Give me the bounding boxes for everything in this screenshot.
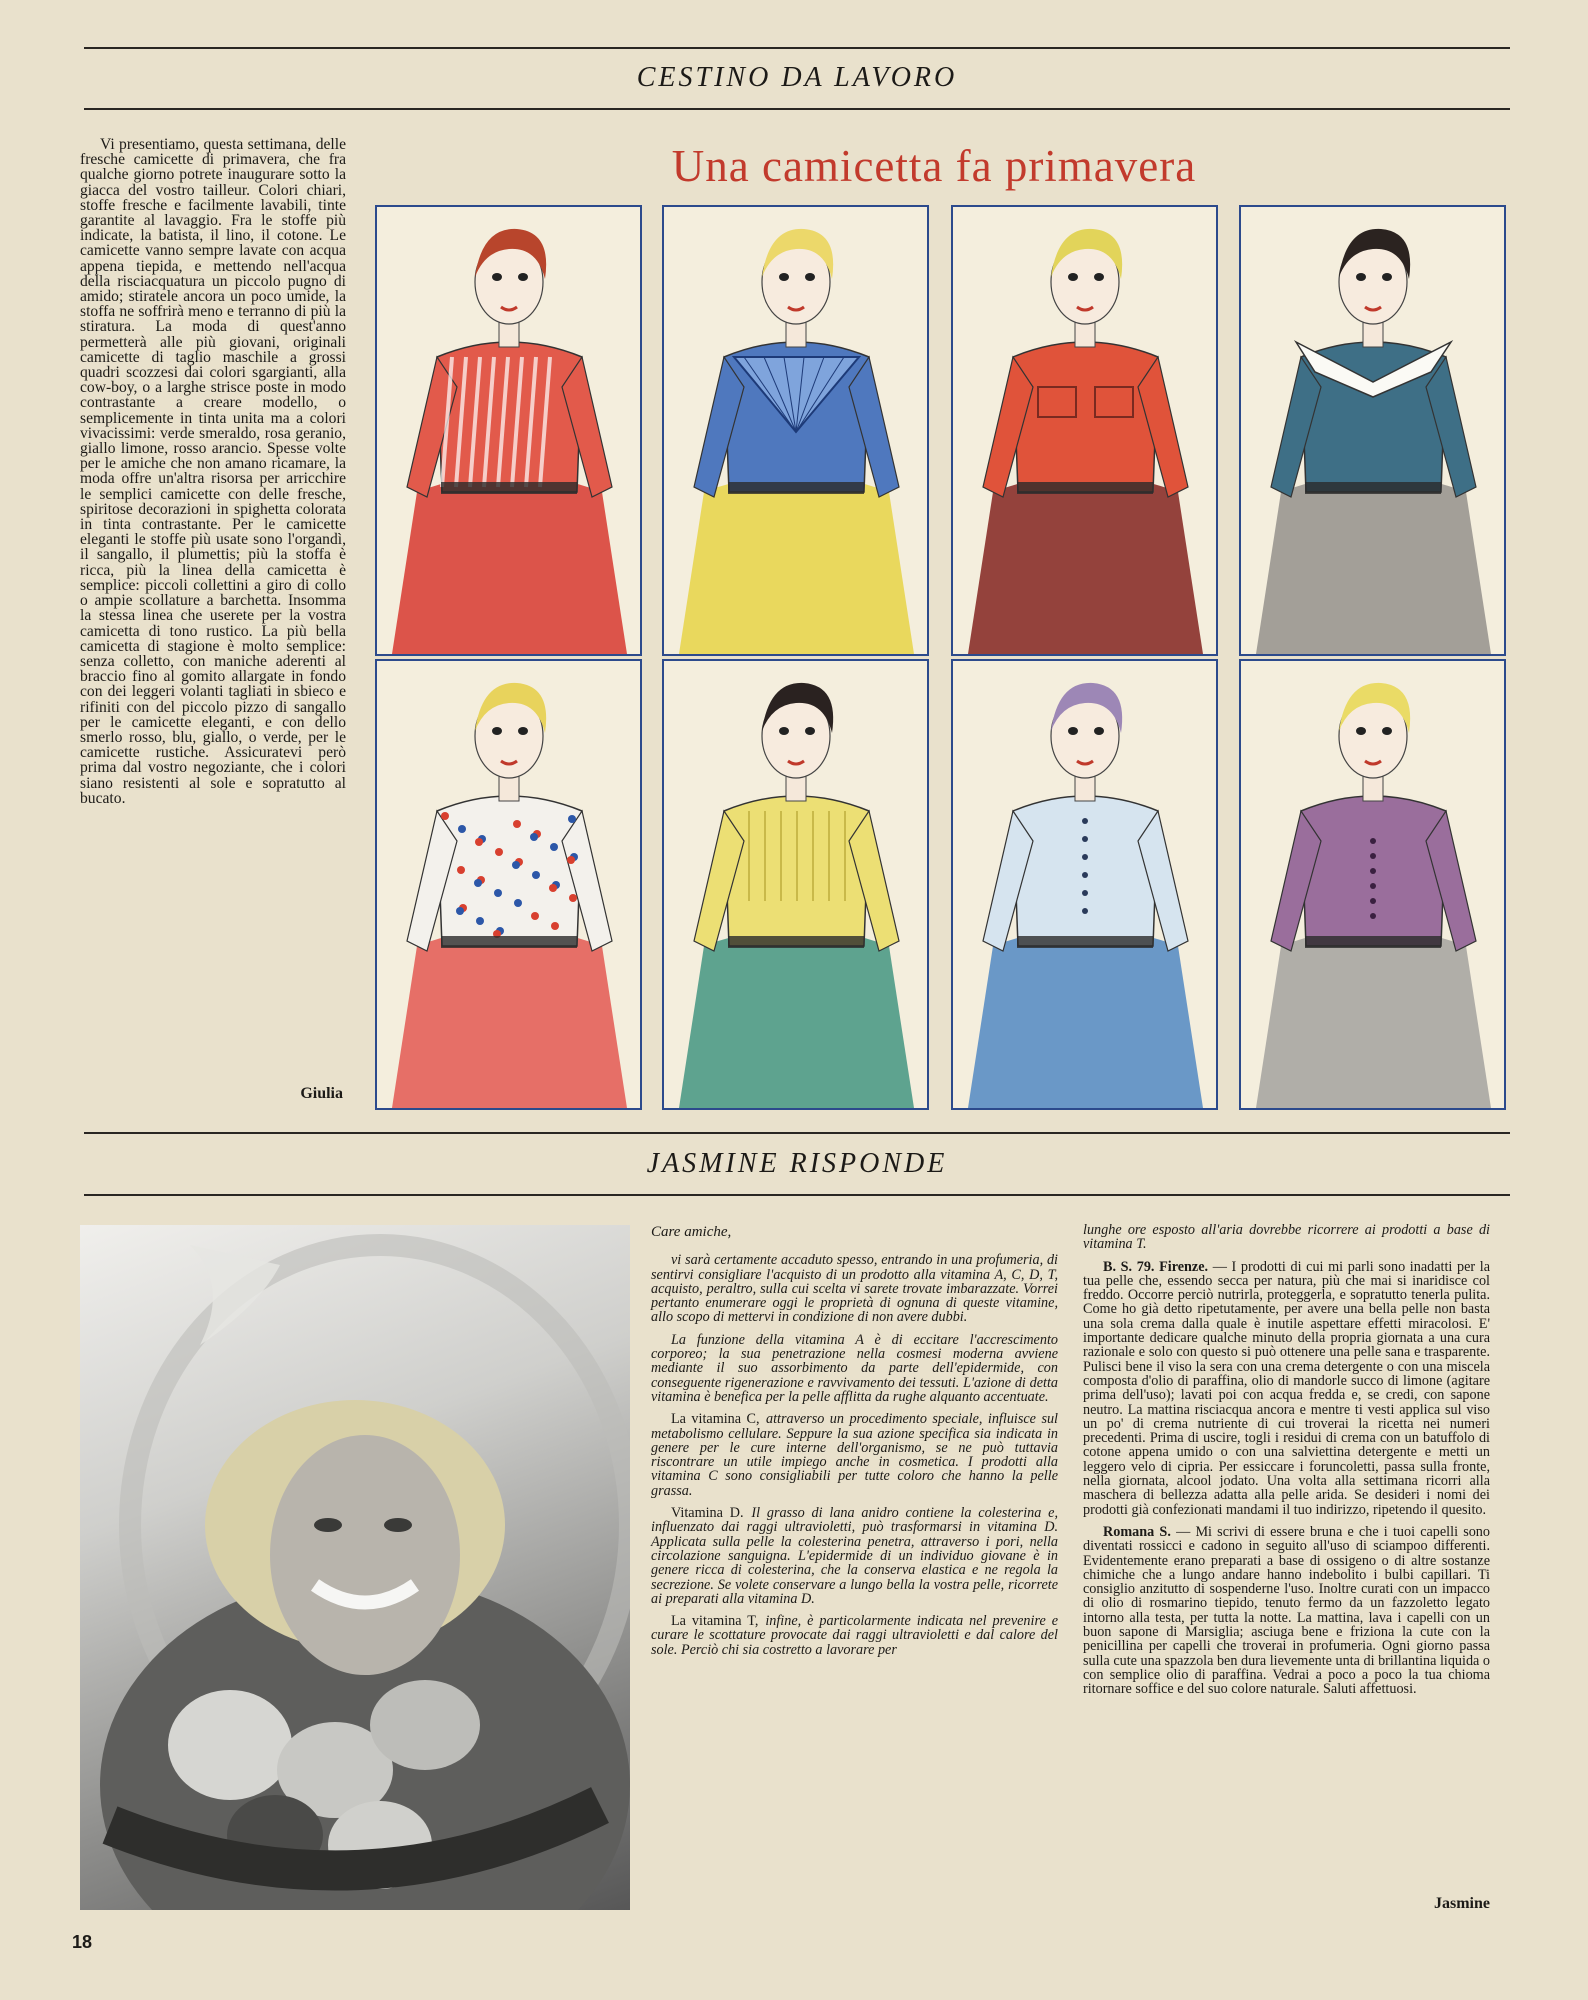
illustration-panel <box>375 205 642 656</box>
article-headline: Una camicetta fa primavera <box>671 141 1197 191</box>
vitamin-t-lead: La vitamina T, <box>671 1613 759 1630</box>
reply-tag-firenze: B. S. 79. Firenze. <box>1103 1258 1209 1275</box>
jasmine-column-right <box>1083 1223 1490 1705</box>
article-signature: Giulia <box>300 1085 343 1102</box>
jasmine-signature: Jasmine <box>1434 1895 1490 1912</box>
reply-tag-romana: Romana S. <box>1103 1523 1171 1540</box>
middle-rule <box>84 1132 1510 1134</box>
paragraph-intro: vi sarà certamente accaduto spesso, entrando in una profumeria, di sentirvi consigliare l'acquisto di un prodotto alla vitamina A, C, D, T, acquisto, peraltro, sulla cui scelta vi sarete trovate imbarazzate. Vorrei pertanto enumerare oggi le proprietà di ognuna di queste vitamine, allo scopo di mettervi in condizione di non avere dubbi. <box>651 1252 1058 1326</box>
paragraph-vitamin-t: infine, è particolarmente indicata nel prevenire e curare le scottature provocate dai raggi ultravioletti e dal calore del sole. Perciò chi sia costretto a lavorare per <box>651 1613 1058 1658</box>
illustration-panel <box>1239 659 1506 1110</box>
illustration-panel <box>951 659 1218 1110</box>
vitamin-d-lead: Vitamina D. <box>671 1505 744 1522</box>
section-title-cestino: CESTINO DA LAVORO <box>636 62 958 93</box>
paragraph-vitamin-t-cont: lunghe ore esposto all'aria dovrebbe ricorrere ai prodotti a base di vitamina T. <box>1083 1222 1490 1253</box>
section-title-jasmine: JASMINE RISPONDE <box>646 1148 948 1179</box>
reply-romana: — Mi scrivi di essere bruna e che i tuoi capelli sono diventati rossicci e cadono in seguito all'uso di sciampoo differenti. Evidentemente erano preparati a base di ossigeno o di altre sostanze chimiche che a lungo andare hanno indebolito i bulbi capillari. Ti consiglio anzitutto di sospenderne l'uso. Inoltre curati con un impacco di olio di rosmarino tiepido, tenuto fermo da un fazzoletto legato intorno alla testa, per tutta la notte. La mattina, lava i capelli con un buon sapone di Marsiglia; asciuga bene e frizionа la cute con la penicillina per capelli che troverai in profumeria. Ogni giorno passa sulla cute una spazzola ben dura lievemente unta di brillantina liquida o con semplice olio di paraffina. Vedrai a poco a poco la tua chioma ritornare soffice e del suo colore naturale. Saluti affettuosi. <box>1083 1523 1490 1698</box>
illustration-panel <box>662 659 929 1110</box>
greeting: Care amiche, <box>651 1224 732 1240</box>
vitamin-c-lead: La vitamina C, <box>671 1411 760 1428</box>
reply-firenze: — I prodotti di cui mi parli sono inadatti per la tua pelle che, essendo secca per natura, più che mai si inaridisce col freddo. Occorre perciò nutrirla, proteggerla, e sopratutto tenerla pulita. Come ho già detto ripetutamente, per avere una bella pelle non basta una sola crema dalla quale è inutile aspettare effetti miracolosi. E' importante dedicare qualche minuto della propria giornata a una cura razionale e solo con questo si può ottenere una pelle sana e trasparente. Pulisci bene il viso la sera con una crema detergente o con una miscela composta d'olio di paraffina, olio di mandorle succo di limone (agitare prima dell'uso); lavati poi con acqua fredda e, se credi, con sapone neutro. La mattina risciacqua ancora e mentre ti vesti applica sul viso un po' di crema nutriente di cui troverai la ricetta nei numeri precedenti. Prima di uscire, togli i residui di crema con un batuffolo di cotone appena umido o con una salviettina detergente e metti un leggero velo di cipria. Per essiccare i foruncoletti, passa sulla fronte, nella giornata, alcool jodato. Una volta alla settimana ricorri alla maschera di bellezza adatta alla pelle arida. Se desideri i nomi dei prodotti già confezionati mandami il tuo indirizzo, ripetendo il quesito. <box>1083 1258 1490 1518</box>
middle-rule-bottom <box>84 1194 1510 1196</box>
article-paragraph: Vi presentiamo, questa settimana, delle fresche camicette di primavera, che fra qualche giorno potrete inaugurare sotto la giacca del vostro tailleur. Colori chiari, stoffe fresche e facilmente lavabili, tinte garantite al lavaggio. Fra le stoffe più indicate, la batista, il lino, il cotone. Le camicette vanno sempre lavate con acqua appena tiepida, e mettendo nell'acqua della risciacquatura un piccolo pugno di amido; stiratele ancora un poco umide, la stoffa ne soffrirà meno e terranno di più la stiratura. La moda di quest'anno permetterà alle più giovani, originali camicette di taglio maschile a grossi quadri scozzesi dai colori sgargianti, alla cow-boy, o a larghe strisce poste in modo contrastante a creare modello, o semplicemente in tinta unita ma a colori vivacissimi: verde smeraldo, rosa geranio, giallo limone, rosso arancio. Spesse volte per le amiche che non amano ricamare, la moda offre un'altra risorsa per arricchire le semplici camicette con delle fresche, spiritose decorazioni in spighetta colorata in tinta contrastante. Per le camicette eleganti le stoffe più usate sono l'organdì, il sangallo, il plumettis; più la stoffa è ricca, più la linea della camicetta è semplice: piccoli collettini a giro di collo o ampie scollature a barchetta. Insomma la stessa linea che userete per la vostra camicetta di tono rustico. La più bella camicetta di stagione è molto semplice: senza colletto, con maniche aderenti al braccio fino al gomito allargate in fondo con dei leggeri volanti tagliati in sbieco e rifiniti con del piccolo pizzo di sangallo per le camicette eleganti, e con dello smerlo rosso, blu, giallo, o verde, per le camicette rustiche. Assicuratevi però prima dal vostro negoziante, che i colori siano resistenti al sole e sopratutto al bucato. <box>80 136 346 807</box>
article-body <box>80 137 346 806</box>
illustration-panel <box>1239 205 1506 656</box>
illustration-panel <box>951 205 1218 656</box>
paragraph-vitamin-d: Il grasso di lana anidro contiene la colesterina e, influenzato dai raggi ultravioletti, può trasformarsi in vitamina D. Applicata sulla pelle la colesterina penetra, attraverso i pori, nella circolazione sanguigna. L'epidermide di un individuo giovane è in genere ricca di colesterina, che la conserva elastica e ne regola la secrezione. Se volete conservare a lungo bella la vostra pelle, ricorrete ai preparati alla vitamina D. <box>651 1505 1059 1607</box>
illustration-panel <box>662 205 929 656</box>
top-rule <box>84 47 1510 49</box>
jasmine-column-left <box>651 1225 1058 1665</box>
page-number: 18 <box>72 1932 93 1952</box>
illustration-panel <box>375 659 642 1110</box>
portrait-photo <box>80 1225 630 1910</box>
paragraph-vitamin-a: La funzione della vitamina A è di eccitare l'accrescimento corporeo; la sua penetrazione nella cosmesi moderna avviene mediante il suo assorbimento da parte dell'epidermide, con conseguente rigenerazione e ravvivamento dei tessuti. L'azione di detta vitamina è benefica per la pelle afflitta da rughe alquanto accentuate. <box>651 1331 1058 1405</box>
section-rule <box>84 108 1510 110</box>
paragraph-vitamin-c: attraverso un procedimento speciale, influisce sul metabolismo cellulare. Seppure la sua azione specifica sia indicata in genere per le cure interne dell'organismo, se ne può tuttavia riscontrare un utile impiego anche in cosmetica. I prodotti alla vitamina C sono consigliabili per tutte coloro che hanno la pelle grassa. <box>651 1411 1058 1499</box>
